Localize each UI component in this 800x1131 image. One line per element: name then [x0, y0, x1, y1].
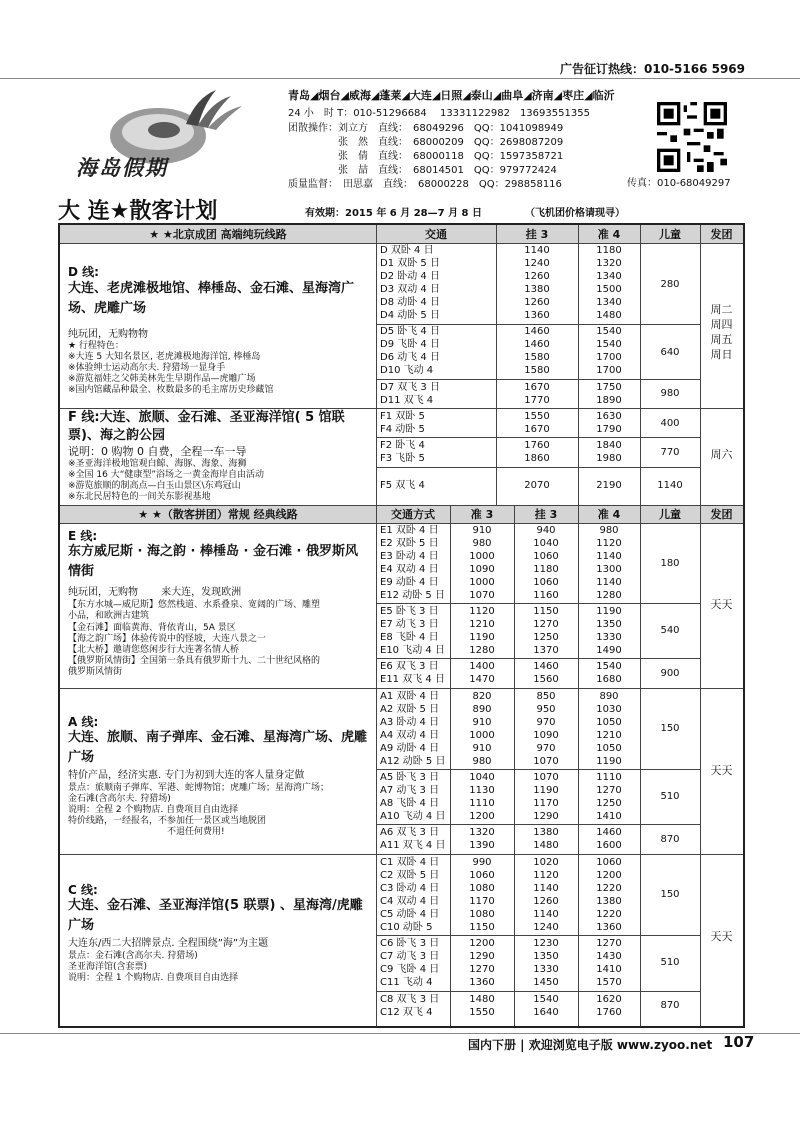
price-cell: 1430	[596, 951, 622, 962]
transport-option: E5 卧飞 3 日	[380, 606, 439, 617]
price-cell: 1380	[533, 827, 559, 838]
price-cell: 1140	[524, 245, 550, 256]
price-cell: 1260	[524, 271, 550, 282]
price-cell: 1890	[596, 395, 622, 406]
transport-option: A5 卧飞 3 日	[380, 772, 440, 783]
transport-option: D5 卧飞 4 日	[380, 326, 440, 337]
price-cell: 1480	[533, 840, 559, 851]
transport-option: D7 双飞 3 日	[380, 382, 440, 393]
price-cell: 1080	[469, 883, 495, 894]
transport-option: C11 飞动 4	[380, 977, 433, 988]
price-cell: 1170	[469, 896, 495, 907]
transport-option: C3 卧动 4 日	[380, 883, 440, 894]
route-f-note: ※东北民居特色的一间关东影视基地	[68, 492, 211, 502]
route-d-note: ★ 行程特色：	[68, 341, 124, 351]
price-cell: 1190	[533, 785, 559, 796]
price-cell: 1000	[469, 577, 495, 588]
price-cell: 1750	[596, 382, 622, 393]
price-cell: 1640	[533, 1007, 559, 1018]
price-cell: 1210	[469, 619, 495, 630]
transport-option: C10 动卧 5	[380, 922, 433, 933]
route-e-note: 纯玩团，无购物 来大连，发现欧洲	[68, 587, 242, 598]
price-cell: 1090	[533, 730, 559, 741]
price-cell: 1090	[469, 564, 495, 575]
price-cell: 1700	[596, 352, 622, 363]
price-cell: 1550	[524, 411, 550, 422]
route-c-title: C 线:	[68, 883, 98, 897]
route-d-note: ※体验绅士运动高尔夫. 狩猎场一显身手	[68, 363, 226, 373]
price-cell: 1180	[596, 245, 622, 256]
col-departure: 发团	[710, 228, 733, 241]
price-cell: 1250	[533, 632, 559, 643]
col-price-zhun4: 准 4	[597, 508, 621, 521]
price-cell: 1020	[533, 857, 559, 868]
route-a-note: 金石滩(含高尔夫. 狩猎场)	[68, 794, 171, 804]
price-cell: 1700	[596, 365, 622, 376]
price-cell: 1150	[469, 922, 495, 933]
price-cell: 1140	[533, 883, 559, 894]
col-price-zhun3: 准 3	[470, 508, 494, 521]
child-price: 150	[660, 723, 680, 734]
contact-line: 张 然 直线： 68000209 QQ：2698087209	[288, 137, 564, 148]
price-cell: 1300	[596, 564, 622, 575]
price-cell: 1270	[596, 938, 622, 949]
route-a-note: 不退任何费用!	[68, 827, 225, 837]
price-cell: 1060	[469, 870, 495, 881]
route-c-note: 景点：金石滩(含高尔夫. 狩猎场)	[68, 951, 198, 961]
price-cell: 1980	[596, 453, 622, 464]
price-cell: 1190	[469, 632, 495, 643]
price-cell: 1480	[596, 310, 622, 321]
route-d-route: 大连、老虎滩极地馆、棒棰岛、金石滩、星海湾广场、虎雕广场	[68, 281, 355, 316]
transport-option: E8 飞卧 4 日	[380, 632, 439, 643]
price-cell: 1550	[469, 1007, 495, 1018]
price-cell: 1280	[596, 590, 622, 601]
route-e-note: 【东方水城—威尼斯】悠然栈道、水系叠泉、宽阔的广场、雕塑	[68, 600, 321, 610]
route-a-note: 景点：旅顺南子弹库、军港、蛇博物馆；虎雕广场；星海湾广场；	[68, 783, 330, 793]
price-cell: 1110	[469, 798, 495, 809]
price-cell: 1110	[596, 772, 622, 783]
price-cell: 1480	[469, 994, 495, 1005]
price-cell: 980	[599, 525, 619, 536]
price-cell: 1360	[524, 310, 550, 321]
price-cell: 1470	[469, 674, 495, 685]
route-f-note: ※全国 16 大“健康型”浴场之一黄金海岸自由活动	[68, 470, 265, 480]
price-cell: 1060	[533, 551, 559, 562]
transport-option: A2 双卧 5 日	[380, 704, 440, 715]
price-cell: 1230	[533, 938, 559, 949]
price-cell: 1070	[469, 590, 495, 601]
city-list: 青岛◢烟台◢威海◢蓬莱◢大连◢日照◢泰山◢曲阜◢济南◢枣庄◢临沂	[288, 89, 615, 102]
departure-day: 周日	[710, 348, 733, 361]
route-e-note: 【金石滩】面临黄海、背依青山，5A 景区	[68, 623, 236, 633]
section1-title: ★ ★北京成团 高端纯玩线路	[149, 228, 287, 241]
transport-option: D2 卧动 4 日	[380, 271, 440, 282]
transport-option: A4 双动 4 日	[380, 730, 440, 741]
price-cell: 1200	[469, 938, 495, 949]
price-cell: 1330	[596, 632, 622, 643]
child-price: 180	[660, 558, 680, 569]
transport-option: E2 双卧 5 日	[380, 538, 439, 549]
price-cell: 1500	[596, 284, 622, 295]
price-cell: 1210	[596, 730, 622, 741]
transport-option: F1 双卧 5	[380, 411, 425, 422]
price-cell: 1000	[469, 551, 495, 562]
transport-option: D8 动卧 4 日	[380, 297, 440, 308]
price-cell: 970	[536, 743, 556, 754]
price-cell: 890	[472, 704, 492, 715]
transport-option: C12 双飞 4	[380, 1007, 433, 1018]
price-cell: 1350	[596, 619, 622, 630]
price-cell: 1150	[533, 606, 559, 617]
price-cell: 1320	[596, 258, 622, 269]
transport-option: E1 双卧 4 日	[380, 525, 439, 536]
col-child: 儿童	[659, 508, 681, 521]
qr-code	[657, 102, 727, 172]
transport-option: D 双卧 4 日	[380, 245, 434, 256]
price-cell: 1490	[596, 645, 622, 656]
price-cell: 1040	[469, 772, 495, 783]
price-cell: 1060	[533, 577, 559, 588]
transport-option: C7 动飞 3 日	[380, 951, 440, 962]
child-price: 870	[660, 834, 680, 845]
col-transport: 交通方式	[391, 508, 435, 521]
tour-price-table	[58, 223, 745, 1028]
price-cell: 1670	[524, 382, 550, 393]
price-cell: 1200	[596, 870, 622, 881]
transport-option: C2 双卧 5 日	[380, 870, 440, 881]
route-a-route: 大连、旅顺、南子弹库、金石滩、星海湾广场、虎雕广场	[68, 730, 368, 765]
price-cell: 1580	[524, 352, 550, 363]
transport-option: E6 双飞 3 日	[380, 661, 439, 672]
departure-day: 周四	[710, 318, 733, 331]
route-f-note: ※游览旅顺的制高点—白玉山景区\东鸡冠山	[68, 481, 241, 491]
transport-option: D4 动卧 5 日	[380, 310, 440, 321]
price-cell: 1190	[596, 756, 622, 767]
footer-text: 国内下册 | 欢迎浏览电子版 www.zyoo.net	[468, 1038, 713, 1052]
transport-option: C1 双卧 4 日	[380, 857, 440, 868]
price-cell: 1330	[533, 964, 559, 975]
transport-option: A12 动卧 5 日	[380, 756, 446, 767]
price-cell: 1560	[533, 674, 559, 685]
child-price: 770	[660, 447, 680, 458]
price-cell: 1840	[596, 440, 622, 451]
price-cell: 1160	[533, 590, 559, 601]
transport-option: F5 双飞 4	[380, 480, 425, 491]
col-price-zhun4: 准 4	[597, 228, 621, 241]
contact-line: 张 喆 直线： 68014501 QQ：979772424	[288, 165, 557, 176]
price-cell: 1070	[533, 756, 559, 767]
price-cell: 1680	[596, 674, 622, 685]
price-cell: 1050	[596, 717, 622, 728]
price-cell: 1260	[524, 297, 550, 308]
route-f-note: 说明：0 购物 0 自费，全程一车一导	[68, 445, 247, 458]
transport-option: E9 动卧 4 日	[380, 577, 439, 588]
child-price: 640	[660, 347, 680, 358]
route-d-note: ※大连 5 大知名景区, 老虎滩极地海洋馆, 棒棰岛	[68, 352, 261, 362]
contact-line: 张 倩 直线： 68000118 QQ：1597358721	[288, 151, 564, 162]
route-d-note: ※游览福娃之父韩美林先生早期作品—虎雕广场	[68, 374, 256, 384]
price-cell: 1860	[524, 453, 550, 464]
route-e-note: 【俄罗斯风情街】全国第一条具有俄罗斯十九、二十世纪风格的	[68, 656, 321, 666]
price-cell: 1120	[596, 538, 622, 549]
price-cell: 1460	[524, 326, 550, 337]
transport-option: D3 双动 4 日	[380, 284, 440, 295]
price-cell: 2070	[524, 480, 550, 491]
col-price-gua3: 挂 3	[525, 228, 549, 241]
route-f-note: ※圣亚海洋极地馆观白鲸、海豚、海象、海狮	[68, 459, 247, 469]
child-price: 400	[660, 418, 680, 429]
transport-option: E3 卧动 4 日	[380, 551, 439, 562]
section2-title: ★ ★（散客拼团）常规 经典线路	[138, 508, 298, 521]
route-a-note: 特价线路，一经报名，不参加任一景区或当地脱团	[68, 816, 267, 826]
transport-option: E4 双动 4 日	[380, 564, 439, 575]
child-price: 1140	[657, 480, 683, 491]
transport-option: A3 卧动 4 日	[380, 717, 440, 728]
price-cell: 1380	[596, 896, 622, 907]
transport-option: A8 飞卧 4 日	[380, 798, 440, 809]
price-cell: 1460	[596, 827, 622, 838]
brand-name: 海岛假期	[76, 155, 168, 180]
price-cell: 1140	[596, 577, 622, 588]
transport-option: A7 动飞 3 日	[380, 785, 440, 796]
ad-hotline: 广告征订热线：010-5166 5969	[560, 62, 746, 76]
transport-option: A10 飞动 4 日	[380, 811, 446, 822]
price-cell: 1220	[596, 883, 622, 894]
transport-option: F4 动卧 5	[380, 424, 425, 435]
price-cell: 820	[472, 691, 492, 702]
price-cell: 940	[536, 525, 556, 536]
child-price: 540	[660, 625, 680, 636]
price-cell: 1080	[469, 909, 495, 920]
price-cell: 1410	[596, 811, 622, 822]
price-cell: 1270	[533, 619, 559, 630]
price-cell: 1340	[596, 271, 622, 282]
transport-option: D9 飞卧 4 日	[380, 339, 440, 350]
price-cell: 1760	[524, 440, 550, 451]
price-cell: 1460	[533, 661, 559, 672]
price-cell: 1360	[596, 922, 622, 933]
validity-period: 有效期：2015 年 6 月 28—7 月 8 日	[305, 208, 482, 219]
price-cell: 1250	[596, 798, 622, 809]
col-departure: 发团	[710, 508, 733, 521]
price-cell: 1170	[533, 798, 559, 809]
contact-line: 团散操作：刘立方 直线： 68049296 QQ：1041098949	[288, 123, 564, 134]
route-e-route: 东方威尼斯 · 海之韵 · 棒棰岛 · 金石滩 · 俄罗斯风情街	[68, 544, 358, 579]
transport-option: C6 卧飞 3 日	[380, 938, 440, 949]
price-cell: 1410	[596, 964, 622, 975]
price-cell: 1340	[596, 297, 622, 308]
price-cell: 980	[472, 756, 492, 767]
transport-option: F2 卧飞 4	[380, 440, 425, 451]
route-d-note: 纯玩团，无购物物	[68, 329, 148, 340]
price-cell: 1540	[596, 326, 622, 337]
departure-day: 天天	[710, 764, 733, 777]
fax-number: 传真：010-68049297	[627, 178, 731, 189]
transport-option: E12 动卧 5 日	[380, 590, 445, 601]
transport-option: E11 双飞 4 日	[380, 674, 445, 685]
price-cell: 1000	[469, 730, 495, 741]
route-e-note: 【北大桥】邀请您悠闲步行大连著名情人桥	[68, 645, 240, 655]
price-cell: 1140	[533, 909, 559, 920]
price-cell: 1760	[596, 1007, 622, 1018]
price-cell: 1130	[469, 785, 495, 796]
price-cell: 950	[536, 704, 556, 715]
child-price: 980	[660, 388, 680, 399]
transport-option: A11 双飞 4 日	[380, 840, 446, 851]
price-cell: 1370	[533, 645, 559, 656]
price-cell: 1540	[596, 339, 622, 350]
price-cell: 1450	[533, 977, 559, 988]
route-e-note: 【海之韵广场】体验传说中的怪坡，大连八景之一	[68, 634, 267, 644]
price-cell: 1280	[469, 645, 495, 656]
page-number: 107	[723, 1033, 755, 1051]
price-cell: 1540	[596, 661, 622, 672]
col-transport: 交通	[425, 228, 447, 241]
price-cell: 1040	[533, 538, 559, 549]
route-e-title: E 线:	[68, 529, 98, 543]
child-price: 900	[660, 668, 680, 679]
price-cell: 1320	[469, 827, 495, 838]
price-cell: 910	[472, 525, 492, 536]
price-cell: 980	[472, 538, 492, 549]
price-cell: 1140	[596, 551, 622, 562]
route-e-note: 俄罗斯风情街	[68, 667, 123, 677]
transport-option: D1 双卧 5 日	[380, 258, 440, 269]
route-e-note: 小品，和欧洲古建筑	[68, 611, 150, 621]
price-cell: 1260	[533, 896, 559, 907]
price-cell: 1460	[524, 339, 550, 350]
price-cell: 2190	[596, 480, 622, 491]
price-cell: 1380	[524, 284, 550, 295]
price-note: （飞机团价格请现寻）	[525, 208, 625, 219]
header-divider	[0, 78, 800, 79]
price-cell: 1400	[469, 661, 495, 672]
price-cell: 1120	[533, 870, 559, 881]
transport-option: A1 双卧 4 日	[380, 691, 440, 702]
price-cell: 970	[536, 717, 556, 728]
transport-option: A9 动卧 4 日	[380, 743, 440, 754]
price-cell: 1290	[469, 951, 495, 962]
price-cell: 1630	[596, 411, 622, 422]
transport-option: C8 双飞 3 日	[380, 994, 440, 1005]
price-cell: 1600	[596, 840, 622, 851]
price-cell: 1770	[524, 395, 550, 406]
col-price-gua3: 挂 3	[534, 508, 558, 521]
child-price: 510	[660, 957, 680, 968]
price-cell: 1570	[596, 977, 622, 988]
transport-option: A6 双飞 3 日	[380, 827, 440, 838]
transport-option: E7 动飞 3 日	[380, 619, 439, 630]
price-cell: 1200	[469, 811, 495, 822]
route-d-title: D 线:	[68, 265, 99, 279]
price-cell: 1540	[533, 994, 559, 1005]
hours-line: 24 小 时 T：010-51296684 13331122982 13693551355	[288, 108, 590, 119]
price-cell: 1670	[524, 424, 550, 435]
route-a-title: A 线:	[68, 715, 99, 729]
departure-day: 周五	[710, 333, 733, 346]
child-price: 510	[660, 791, 680, 802]
price-cell: 910	[472, 717, 492, 728]
route-a-note: 特价产品，经济实惠. 专门为初到大连的客人量身定做	[68, 770, 305, 781]
footer-divider	[0, 1033, 800, 1034]
price-cell: 1390	[469, 840, 495, 851]
page-title: 大 连★散客计划	[58, 199, 218, 224]
child-price: 150	[660, 889, 680, 900]
transport-option: D6 动飞 4 日	[380, 352, 440, 363]
price-cell: 910	[472, 743, 492, 754]
price-cell: 1290	[533, 811, 559, 822]
price-cell: 1270	[596, 785, 622, 796]
departure-day: 周二	[710, 303, 733, 316]
price-cell: 850	[536, 691, 556, 702]
route-c-note: 大连东/西二大招牌景点. 全程围绕”海”为主题	[68, 938, 269, 949]
price-cell: 1360	[469, 977, 495, 988]
price-cell: 1220	[596, 909, 622, 920]
transport-option: D11 双飞 4	[380, 395, 434, 406]
price-cell: 1050	[596, 743, 622, 754]
price-cell: 1580	[524, 365, 550, 376]
route-c-route: 大连、金石滩、圣亚海洋馆(5 联票) 、星海湾/虎雕广场	[68, 898, 363, 933]
col-child: 儿童	[659, 228, 681, 241]
price-cell: 1120	[469, 606, 495, 617]
price-cell: 1190	[596, 606, 622, 617]
transport-option: C5 动卧 4 日	[380, 909, 440, 920]
price-cell: 1030	[596, 704, 622, 715]
price-cell: 1060	[596, 857, 622, 868]
transport-option: C9 飞卧 4 日	[380, 964, 440, 975]
price-cell: 1180	[533, 564, 559, 575]
price-cell: 1620	[596, 994, 622, 1005]
child-price: 870	[660, 1000, 680, 1011]
transport-option: E10 飞动 4 日	[380, 645, 445, 656]
departure-day: 天天	[710, 598, 733, 611]
price-cell: 1240	[524, 258, 550, 269]
route-d-note: ※国内馆藏品种最全、枚数最多的毛主席历史珍藏馆	[68, 385, 274, 395]
price-cell: 1240	[533, 922, 559, 933]
departure-day: 天天	[710, 930, 733, 943]
price-cell: 1790	[596, 424, 622, 435]
contact-line: 质量监督： 田思嘉 直线： 68000228 QQ：298858116	[288, 179, 562, 190]
price-cell: 890	[599, 691, 619, 702]
price-cell: 1350	[533, 951, 559, 962]
route-c-note: 说明：全程 1 个购物店. 自费项目自由选择	[68, 973, 239, 983]
transport-option: D10 飞动 4	[380, 365, 434, 376]
price-cell: 990	[472, 857, 492, 868]
child-price: 280	[660, 279, 680, 290]
route-c-note: 圣亚海洋馆(含套票)	[68, 962, 148, 972]
price-cell: 1270	[469, 964, 495, 975]
transport-option: C4 双动 4 日	[380, 896, 440, 907]
departure-day: 周六	[710, 448, 733, 461]
route-f-title: F 线:大连、旅顺、金石滩、圣亚海洋馆( 5 馆联票)、海之韵公园	[68, 410, 345, 443]
route-a-note: 说明：全程 2 个购物店. 自费项目自由选择	[68, 805, 239, 815]
price-cell: 1070	[533, 772, 559, 783]
transport-option: F3 飞卧 5	[380, 453, 425, 464]
